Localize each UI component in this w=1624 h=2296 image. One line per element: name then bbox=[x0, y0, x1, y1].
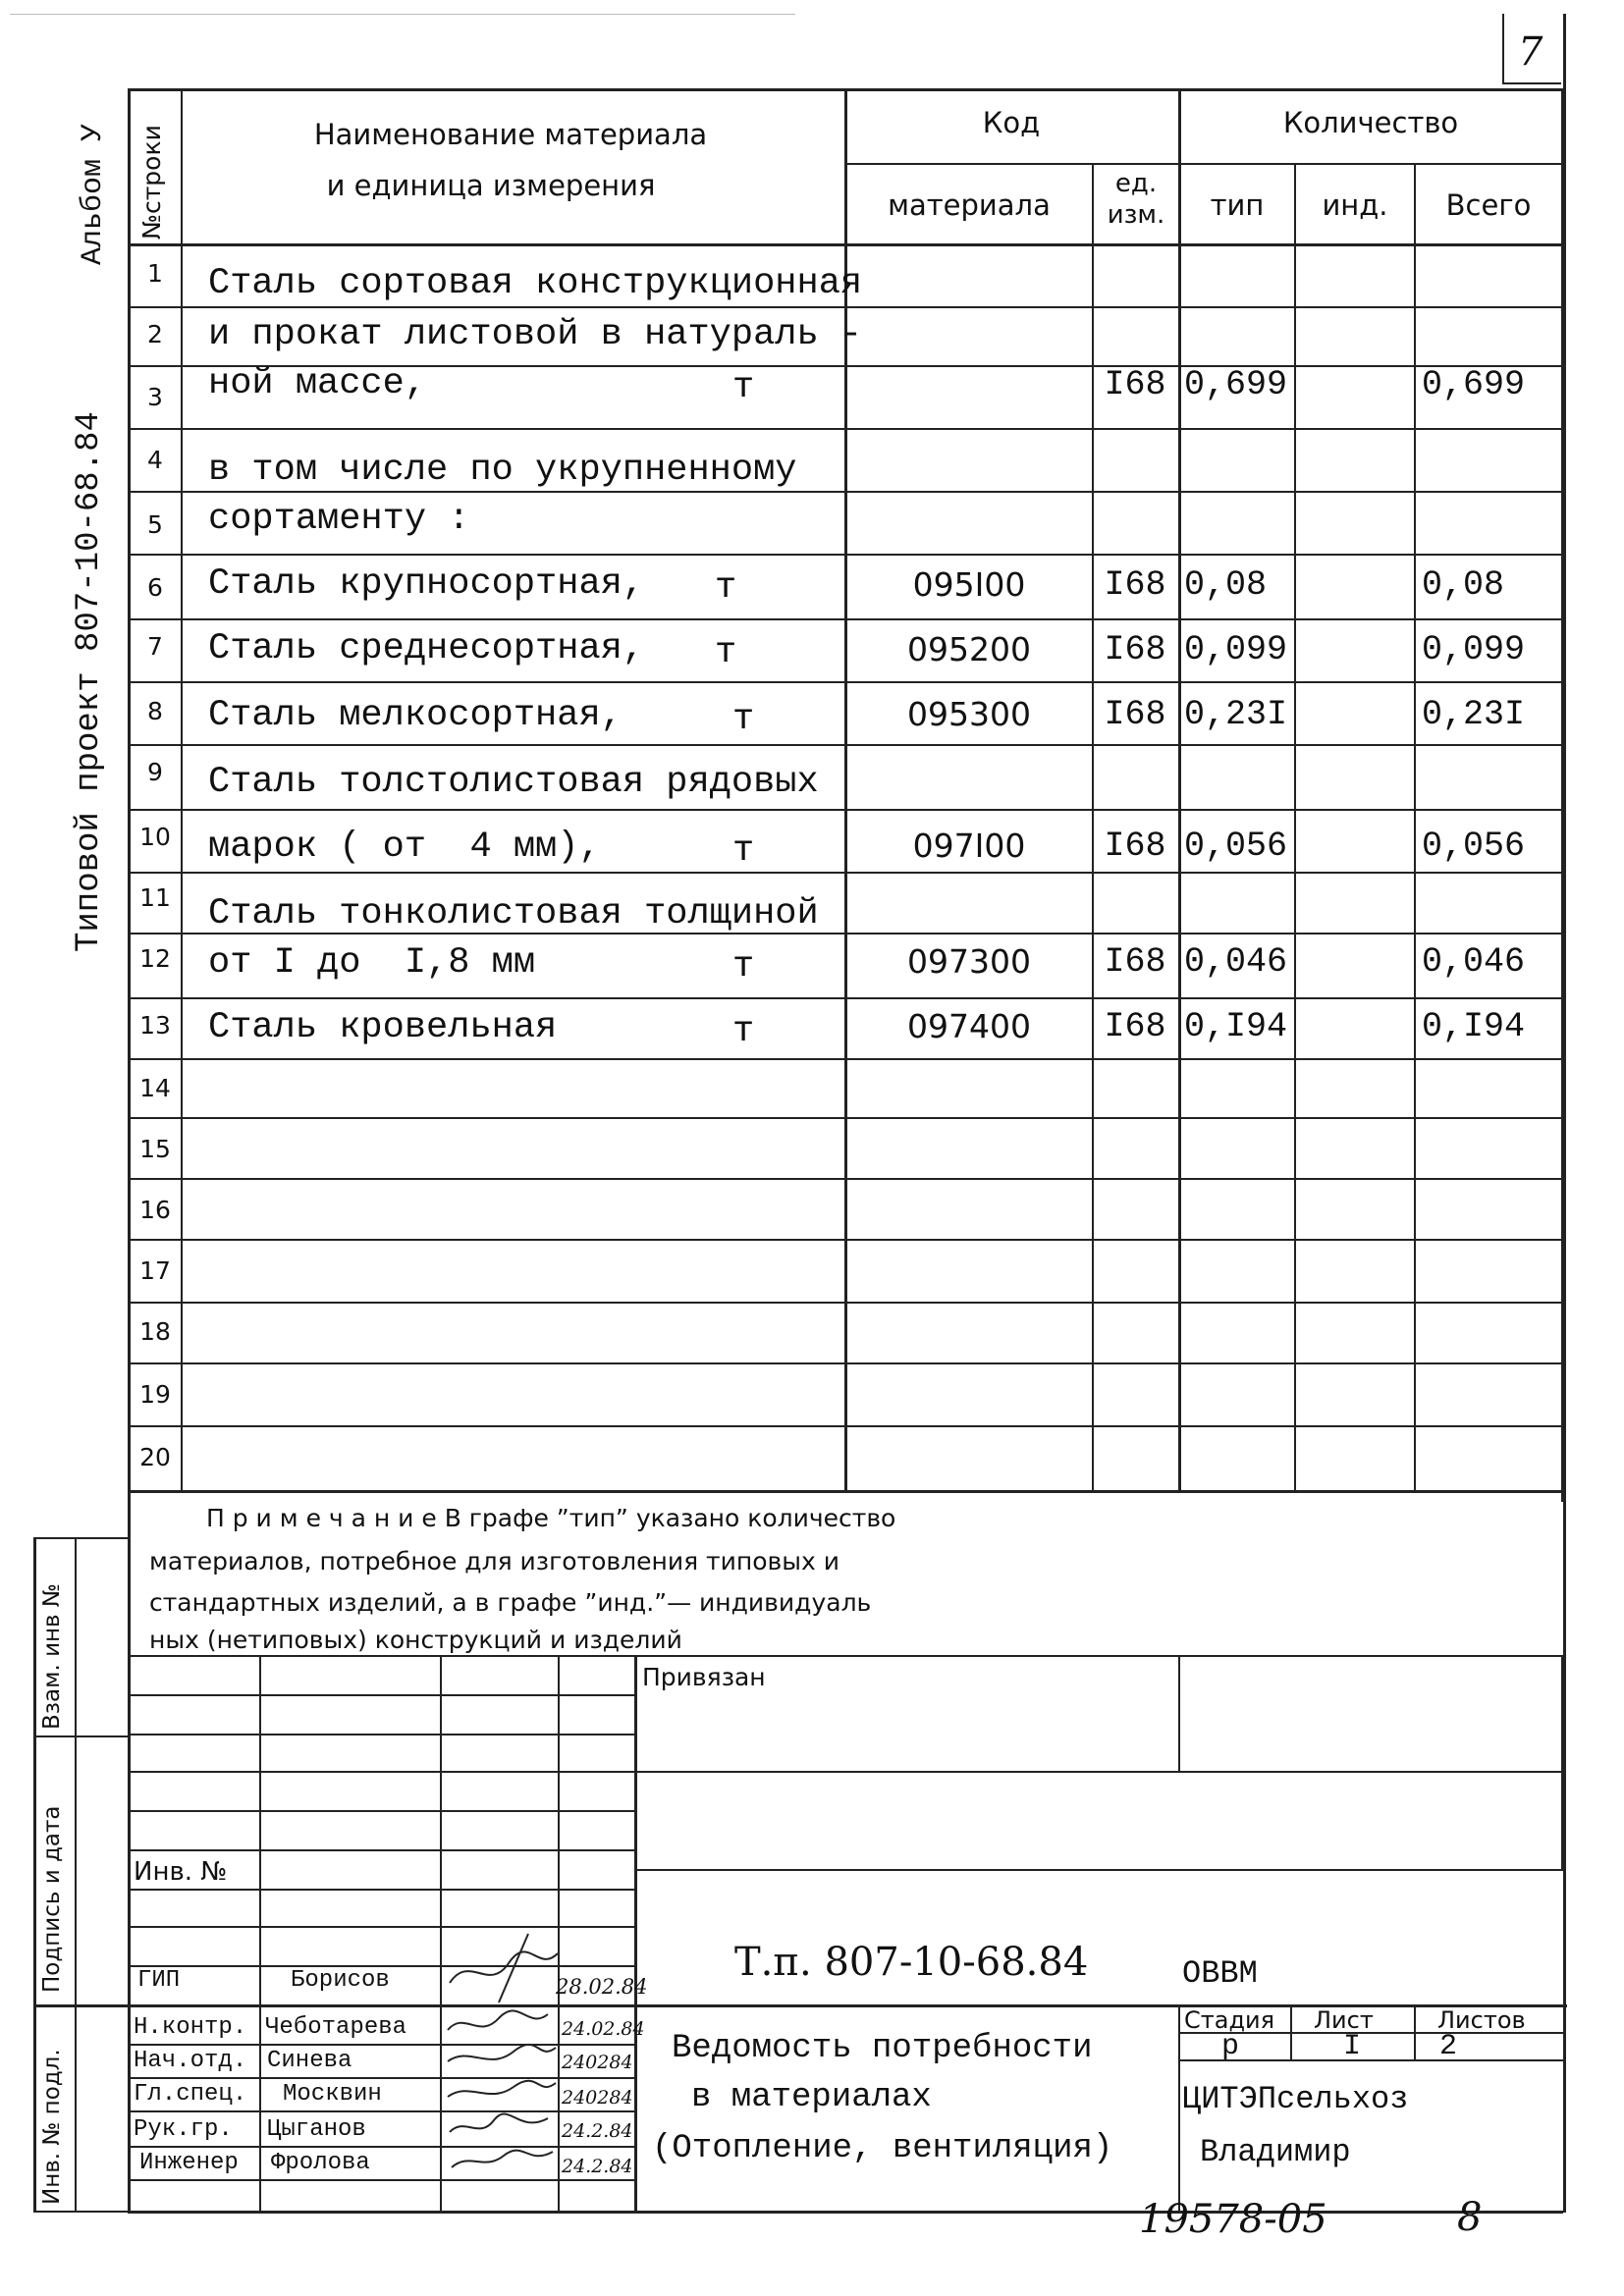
stamp-line bbox=[128, 1734, 634, 1735]
row-number: 6 bbox=[147, 573, 163, 602]
header-mid-line bbox=[844, 163, 1563, 165]
sheet-title-line2: в материалах bbox=[691, 2079, 932, 2116]
material-name: Сталь мелкосортная, bbox=[208, 695, 623, 736]
side-stamp-divider bbox=[75, 1537, 77, 2213]
signer-role: Нач.отд. bbox=[134, 2048, 247, 2074]
inv-podl-label: Инв. № подл. bbox=[39, 2049, 65, 2205]
vsego-header: Всего bbox=[1445, 188, 1532, 222]
unit-code: I68 bbox=[1104, 1007, 1166, 1046]
unit-code: I68 bbox=[1104, 695, 1166, 734]
row-number: 14 bbox=[139, 1074, 171, 1102]
album-label: Альбом У bbox=[77, 123, 110, 265]
kolichestvo-header: Количество bbox=[1282, 106, 1459, 139]
qty-total: 0,23I bbox=[1422, 695, 1526, 734]
stamp-bottom-line-right bbox=[634, 2211, 1563, 2214]
qty-total: 0,046 bbox=[1422, 942, 1526, 982]
unit-code: I68 bbox=[1104, 942, 1166, 982]
row-line bbox=[128, 1117, 1563, 1119]
material-unit: т bbox=[715, 632, 737, 673]
signer-name: Фролова bbox=[271, 2150, 370, 2176]
material-name: в том числе по укрупненному bbox=[208, 450, 797, 491]
stamp-col4 bbox=[634, 1655, 637, 2213]
material-code: 097400 bbox=[907, 1007, 1031, 1045]
tip-header: тип bbox=[1210, 188, 1265, 222]
row-line bbox=[128, 872, 1563, 874]
row-line bbox=[128, 1178, 1563, 1180]
unit-code: I68 bbox=[1104, 827, 1166, 866]
footer-page: 8 bbox=[1457, 2195, 1483, 2240]
signer-role: Н.контр. bbox=[134, 2014, 247, 2041]
row-number: 20 bbox=[139, 1443, 171, 1471]
list-label: Лист bbox=[1314, 2006, 1374, 2034]
row-number: 10 bbox=[139, 823, 171, 851]
unit-code: I68 bbox=[1104, 630, 1166, 669]
footer-number: 19578-05 bbox=[1139, 2197, 1327, 2242]
note-line-3: стандартных изделий, а в графе ”инд.”— индивидуаль bbox=[149, 1588, 872, 1617]
table-body-bottom bbox=[128, 1490, 1563, 1493]
material-code: 095300 bbox=[907, 695, 1031, 733]
podpis-data-label: Подпись и дата bbox=[39, 1805, 65, 1993]
listov-label: Листов bbox=[1437, 2006, 1526, 2034]
material-name: и прокат листовой в натураль - bbox=[208, 314, 863, 355]
qty-tip: 0,23I bbox=[1184, 695, 1288, 734]
signer-name: Синева bbox=[267, 2048, 352, 2074]
stamp-line bbox=[634, 1869, 1563, 1871]
note-line-1: П р и м е ч а н и е В графе ”тип” указано количество bbox=[206, 1504, 896, 1532]
stadiya-label: Стадия bbox=[1184, 2006, 1275, 2034]
qty-total: 0,699 bbox=[1422, 365, 1526, 404]
qty-total: 0,I94 bbox=[1422, 1007, 1526, 1046]
row-line bbox=[128, 1058, 1563, 1060]
material-name: Сталь среднесортная, bbox=[208, 628, 645, 669]
qty-total: 0,056 bbox=[1422, 827, 1526, 866]
kod-materiala-header: материала bbox=[888, 188, 1051, 222]
col-rownum-border bbox=[181, 88, 183, 1492]
row-number: 11 bbox=[139, 883, 171, 912]
name-header-line1: Наименование материала bbox=[313, 118, 708, 151]
page-number-border bbox=[1502, 14, 1504, 84]
signer-date: 24.2.84 bbox=[562, 2156, 633, 2177]
material-name: Сталь толстолистовая рядовых bbox=[208, 762, 819, 803]
row-number: 13 bbox=[139, 1011, 171, 1040]
signer-role: Инженер bbox=[139, 2150, 239, 2176]
row-number: 17 bbox=[139, 1256, 171, 1285]
inv-no-label: Инв. № bbox=[134, 1857, 228, 1887]
material-code: 097300 bbox=[907, 942, 1031, 981]
side-stamp-bottom bbox=[33, 2211, 130, 2213]
row-number: 2 bbox=[147, 320, 163, 348]
material-unit: т bbox=[732, 699, 755, 740]
row-number: 9 bbox=[147, 758, 163, 786]
privyazan-label: Привязан bbox=[642, 1663, 766, 1691]
side-stamp-top bbox=[33, 1537, 130, 1539]
stamp-bottom-line bbox=[128, 2211, 638, 2214]
signer-name: Москвин bbox=[283, 2081, 382, 2108]
material-name: Сталь сортовая конструкционная bbox=[208, 263, 863, 304]
row-number: 15 bbox=[139, 1135, 171, 1163]
note-line-2: материалов, потребное для изготовления типовых и bbox=[149, 1547, 839, 1575]
row-number: 4 bbox=[147, 446, 163, 474]
page-number: 7 bbox=[1518, 29, 1543, 75]
unit-code: I68 bbox=[1104, 365, 1166, 404]
row-line bbox=[128, 997, 1563, 999]
qty-total: 0,08 bbox=[1422, 565, 1505, 605]
row-number: 18 bbox=[139, 1317, 171, 1346]
doc-mark: ОВВМ bbox=[1182, 1955, 1258, 1992]
row-number: 3 bbox=[147, 383, 163, 411]
qty-tip: 0,046 bbox=[1184, 942, 1288, 982]
material-unit: т bbox=[732, 367, 755, 408]
ed-izm-header-1: ед. bbox=[1114, 169, 1158, 198]
material-name: марок ( от 4 мм), bbox=[208, 827, 601, 868]
row-line bbox=[128, 1302, 1563, 1304]
note-line-4: ных (нетиповых) конструкций и изделий bbox=[149, 1626, 682, 1654]
signer-name: Чеботарева bbox=[265, 2014, 407, 2041]
qty-tip: 0,699 bbox=[1184, 365, 1288, 404]
signer-name: Цыганов bbox=[267, 2116, 366, 2143]
doc-code: Т.п. 807-10-68.84 bbox=[734, 1940, 1089, 1985]
stamp-line bbox=[128, 2179, 634, 2181]
sheet-title-line3: (Отопление, вентиляция) bbox=[652, 2130, 1113, 2167]
row-line bbox=[128, 809, 1563, 811]
signer-role: Рук.гр. bbox=[134, 2116, 233, 2143]
material-name: от I до I,8 мм bbox=[208, 942, 536, 984]
stamp-right-border bbox=[1561, 1655, 1564, 1871]
unit-code: I68 bbox=[1104, 565, 1166, 605]
qty-tip: 0,056 bbox=[1184, 827, 1288, 866]
qty-tip: 0,099 bbox=[1184, 630, 1288, 669]
row-number: 1 bbox=[147, 259, 163, 288]
ed-izm-header-2: изм. bbox=[1107, 200, 1165, 230]
stadiya-value: р bbox=[1221, 2030, 1240, 2063]
signer-date: 24.02.84 bbox=[562, 2018, 645, 2040]
material-code: 095200 bbox=[907, 630, 1031, 668]
row-number: 19 bbox=[139, 1380, 171, 1409]
material-unit: т bbox=[732, 830, 755, 872]
signer-role: Гл.спец. bbox=[134, 2081, 247, 2108]
row-line bbox=[128, 554, 1563, 556]
stamp-line bbox=[128, 1694, 634, 1696]
name-header-line2: и единица измерения bbox=[326, 169, 656, 202]
signer-date: 28.02.84 bbox=[556, 1975, 648, 1999]
kod-header: Код bbox=[982, 106, 1041, 139]
row-number: 7 bbox=[147, 632, 163, 661]
table-right-border bbox=[1561, 88, 1564, 1502]
signature-marks bbox=[440, 1924, 568, 2179]
material-unit: т bbox=[732, 946, 755, 988]
col-qty-border bbox=[1178, 88, 1181, 1492]
listov-value: 2 bbox=[1439, 2030, 1458, 2063]
header-bottom-line bbox=[128, 243, 1563, 246]
row-number: 12 bbox=[139, 944, 171, 973]
stamp-col1 bbox=[259, 1655, 261, 2213]
signer-date: 24.2.84 bbox=[562, 2120, 633, 2142]
material-name: Сталь крупносортная, bbox=[208, 563, 645, 605]
qty-tip: 0,08 bbox=[1184, 565, 1268, 605]
row-no-header: №строки bbox=[137, 125, 166, 240]
row-line bbox=[128, 1239, 1563, 1241]
material-code: 097I00 bbox=[912, 827, 1026, 865]
top-edge-line bbox=[10, 14, 795, 15]
row-line bbox=[128, 681, 1563, 683]
stamp-line bbox=[128, 1849, 634, 1851]
org-line2: Владимир bbox=[1200, 2134, 1351, 2170]
row-line bbox=[128, 744, 1563, 746]
stamp-line bbox=[128, 1771, 1563, 1773]
org-line1: ЦИТЭПсельхоз bbox=[1182, 2081, 1409, 2117]
vzam-inv-label: Взам. инв № bbox=[39, 1583, 65, 1730]
row-line bbox=[128, 1425, 1563, 1427]
stage-col bbox=[1178, 2004, 1180, 2211]
stamp-line bbox=[128, 1889, 634, 1891]
row-number: 16 bbox=[139, 1196, 171, 1224]
ind-header: инд. bbox=[1322, 188, 1388, 222]
sheet-title-line1: Ведомость потребности bbox=[672, 2030, 1093, 2067]
signer-name: Борисов bbox=[291, 1967, 390, 1994]
privyazan-divider bbox=[1178, 1655, 1180, 1771]
row-number: 8 bbox=[147, 697, 163, 725]
qty-tip: 0,I94 bbox=[1184, 1007, 1288, 1046]
material-name: сортаменту : bbox=[208, 499, 470, 540]
row-line bbox=[128, 491, 1563, 493]
signer-date: 240284 bbox=[562, 2052, 633, 2073]
page-number-underline bbox=[1502, 82, 1561, 84]
row-line bbox=[128, 428, 1563, 430]
list-value: I bbox=[1343, 2030, 1362, 2063]
side-stamp-left-border bbox=[33, 1537, 36, 2213]
material-name: Сталь тонколистовая толщиной bbox=[208, 893, 819, 934]
stamp-line bbox=[128, 1810, 634, 1812]
qty-total: 0,099 bbox=[1422, 630, 1526, 669]
side-stamp-sep1 bbox=[33, 1735, 130, 1737]
row-number: 5 bbox=[147, 510, 163, 539]
signer-date: 240284 bbox=[562, 2087, 633, 2109]
signer-role: ГИП bbox=[137, 1967, 181, 1994]
material-name: Сталь кровельная bbox=[208, 1007, 558, 1048]
project-label: Типовой проект 807-10-68.84 bbox=[71, 411, 108, 952]
material-name: ной массе, bbox=[208, 363, 427, 404]
material-unit: т bbox=[715, 567, 737, 609]
row-line bbox=[128, 1362, 1563, 1364]
material-code: 095I00 bbox=[912, 565, 1026, 604]
note-bottom-line bbox=[128, 1655, 1563, 1657]
row-line bbox=[128, 618, 1563, 620]
row-line bbox=[128, 306, 1563, 308]
material-unit: т bbox=[732, 1011, 755, 1052]
